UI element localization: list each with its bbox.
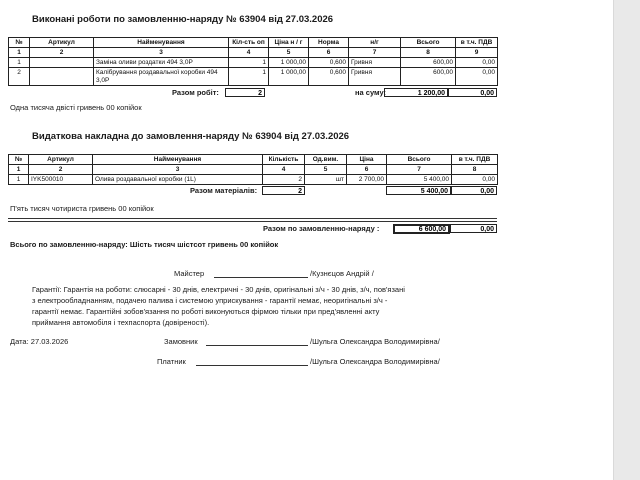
payer-name: /Шульга Олександра Володимирівна/ <box>310 357 440 366</box>
works-col-header: Найменування <box>94 38 229 48</box>
row-unit: Гривня <box>349 58 401 68</box>
materials-table <box>8 154 498 185</box>
table-row <box>9 58 498 68</box>
row-name: Калібрування роздавальної коробки 494 3,0Р <box>94 68 229 86</box>
row-price: 2 700,00 <box>347 175 387 185</box>
grand-total-label: Разом по замовленню-наряду : <box>263 224 380 233</box>
document-date: Дата: 27.03.2026 <box>10 337 69 346</box>
warranty-line: Гарантії: Гарантія на роботи: слюсарні - 30 днів, електричні - 30 днів, оригінальні з/ч - 30 днів, з/ч, пов'язані <box>32 285 405 294</box>
grand-total-in-words: Всього по замовленню-наряду: Шість тисяч шістсот гривень 00 копійок <box>10 240 279 249</box>
row-total: 5 400,00 <box>387 175 452 185</box>
row-article: IYK500010 <box>29 175 93 185</box>
works-col-header: Всього <box>401 38 456 48</box>
row-name: Заміна оливи роздатки 494 3,0Р <box>94 58 229 68</box>
payer-signature-line <box>196 365 308 366</box>
materials-col-number: 7 <box>387 165 452 175</box>
materials-col-number: 5 <box>305 165 347 175</box>
works-col-header: в т.ч. ПДВ <box>456 38 498 48</box>
master-name: /Кузнєцов Андрій / <box>310 269 374 278</box>
row-vat: 0,00 <box>452 175 498 185</box>
row-vat: 0,00 <box>456 58 498 68</box>
row-number: 1 <box>9 58 30 68</box>
materials-col-header: Найменування <box>93 155 263 165</box>
master-label: Майстер <box>174 269 205 278</box>
works-sum-total: 1 200,00 <box>384 88 448 97</box>
works-header-row <box>9 38 498 48</box>
materials-total-label: Разом матеріалів: <box>190 186 258 195</box>
table-row <box>9 68 498 86</box>
materials-col-header: Всього <box>387 155 452 165</box>
works-sum-vat: 0,00 <box>448 88 497 97</box>
grand-total-divider <box>8 218 497 222</box>
row-number: 2 <box>9 68 30 86</box>
works-col-number: 4 <box>229 48 269 58</box>
row-unit: Гривня <box>349 68 401 86</box>
works-col-number: 2 <box>30 48 94 58</box>
works-sum-label: на суму: <box>355 88 387 97</box>
materials-col-header: Артикул <box>29 155 93 165</box>
materials-total-count: 2 <box>262 186 305 195</box>
works-total-label: Разом робіт: <box>172 88 219 97</box>
works-col-header: Артикул <box>30 38 94 48</box>
row-qty: 1 <box>229 68 269 86</box>
works-col-number: 9 <box>456 48 498 58</box>
materials-in-words: П'ять тисяч чотириста гривень 00 копійок <box>10 204 154 213</box>
works-col-header: № <box>9 38 30 48</box>
row-total: 600,00 <box>401 58 456 68</box>
works-col-header: Ціна н / г <box>269 38 309 48</box>
row-price: 1 000,00 <box>269 58 309 68</box>
works-col-number: 8 <box>401 48 456 58</box>
row-norm: 0,600 <box>309 68 349 86</box>
warranty-line: приймання автомобіля і техпаспорта (довіреності). <box>32 318 210 327</box>
works-col-header: Норма <box>309 38 349 48</box>
materials-sum-total: 5 400,00 <box>386 186 451 195</box>
materials-col-number: 4 <box>263 165 305 175</box>
materials-col-number: 1 <box>9 165 29 175</box>
materials-col-header: Од.вим. <box>305 155 347 165</box>
warranty-line: гарантії немає. Гарантійні зобов'язання по роботі виконуються фірмою тільки при пред'явленні акту <box>32 307 380 316</box>
materials-title: Видаткова накладна до замовлення-наряду № 63904 від 27.03.2026 <box>32 131 350 142</box>
materials-col-number: 8 <box>452 165 498 175</box>
row-name: Олива роздавальної коробки (1L) <box>93 175 263 185</box>
works-in-words: Одна тисяча двісті гривень 00 копійок <box>10 103 142 112</box>
grand-total-value: 6 600,00 <box>393 224 450 234</box>
materials-col-number: 3 <box>93 165 263 175</box>
row-unit: шт <box>305 175 347 185</box>
row-article <box>30 58 94 68</box>
works-title: Виконані роботи по замовленню-наряду № 63904 від 27.03.2026 <box>32 14 334 25</box>
materials-col-number: 6 <box>347 165 387 175</box>
materials-col-header: Кількість <box>263 155 305 165</box>
works-total-count: 2 <box>225 88 265 97</box>
materials-number-row <box>9 165 498 175</box>
works-col-number: 5 <box>269 48 309 58</box>
works-col-number: 3 <box>94 48 229 58</box>
payer-label: Платник <box>157 357 186 366</box>
master-signature-line <box>214 277 308 278</box>
materials-sum-vat: 0,00 <box>451 186 497 195</box>
works-col-number: 7 <box>349 48 401 58</box>
row-price: 1 000,00 <box>269 68 309 86</box>
materials-col-header: № <box>9 155 29 165</box>
materials-header-row <box>9 155 498 165</box>
customer-name: /Шульга Олександра Володимирівна/ <box>310 337 440 346</box>
works-col-number: 1 <box>9 48 30 58</box>
works-number-row <box>9 48 498 58</box>
row-number: 1 <box>9 175 29 185</box>
table-row <box>9 175 498 185</box>
materials-col-header: в т.ч. ПДВ <box>452 155 498 165</box>
works-col-number: 6 <box>309 48 349 58</box>
row-article <box>30 68 94 86</box>
works-col-header: н/г <box>349 38 401 48</box>
grand-total-vat: 0,00 <box>450 224 497 233</box>
row-qty: 1 <box>229 58 269 68</box>
works-table <box>8 37 498 86</box>
row-norm: 0,600 <box>309 58 349 68</box>
customer-label: Замовник <box>164 337 198 346</box>
row-vat: 0,00 <box>456 68 498 86</box>
warranty-line: з електрообладнанням, подачею палива і системою уприскування - гарантії немає, неоригінальні з/ч - <box>32 296 388 305</box>
works-col-header: Кіл-сть оп <box>229 38 269 48</box>
row-total: 600,00 <box>401 68 456 86</box>
customer-signature-line <box>206 345 308 346</box>
materials-col-header: Ціна <box>347 155 387 165</box>
row-qty: 2 <box>263 175 305 185</box>
materials-col-number: 2 <box>29 165 93 175</box>
